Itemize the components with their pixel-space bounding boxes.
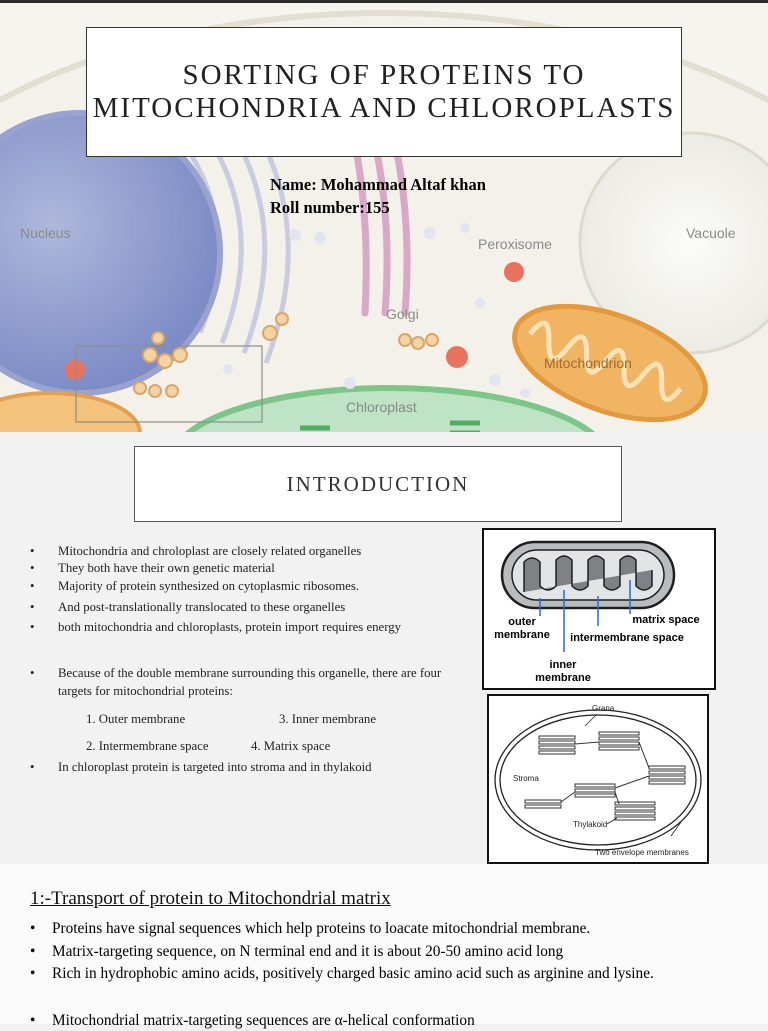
target-2: 2. Intermembrane space — [86, 739, 209, 753]
student-name: Name: Mohammad Altaf khan — [270, 175, 486, 194]
matrix-bullet: • Matrix-targeting sequence, on N terminal end and it is about 20-50 amino acid long — [30, 943, 564, 960]
inner-membrane-label: inner membrane — [535, 659, 591, 684]
matrix-bullet: • Rich in hydrophobic amino acids, positively charged basic amino acid such as arginine and lysine. — [30, 965, 654, 982]
intro-bullet: • They both have their own genetic material — [30, 561, 275, 575]
matrix-bullet: • Proteins have signal sequences which help proteins to loacate mitochondrial membrane. — [30, 920, 591, 937]
author-info — [270, 173, 486, 219]
slide-title: SORTING OF PROTEINS TO MITOCHONDRIA AND CHLOROPLASTS — [92, 59, 676, 124]
matrix-bullet: • Mitochondrial matrix-targeting sequences are α-helical conformation — [30, 1012, 475, 1029]
stroma-label: Stroma — [513, 774, 539, 783]
vacuole-label: Vacuole — [686, 225, 736, 241]
chloroplast-diagram — [487, 694, 709, 864]
target-1: 1. Outer membrane — [86, 712, 186, 726]
outer-membrane-label: outer membrane — [494, 616, 550, 641]
golgi-label: Golgi — [386, 306, 419, 322]
matrix-space-label: matrix space — [632, 614, 700, 626]
peroxisome-label: Peroxisome — [478, 236, 552, 252]
intro-bullet: • Because of the double membrane surrounding this organelle, there are four targets for mitochondrial proteins: — [30, 666, 442, 698]
target-3: 3. Inner membrane — [279, 712, 377, 726]
grana-label: Grana — [592, 704, 615, 713]
introduction-slide — [0, 432, 768, 864]
chloroplast-label: Chloroplast — [346, 399, 417, 415]
mitochondrion-label: Mitochondrion — [544, 355, 632, 371]
intro-bullet: • both mitochondria and chloroplasts, protein import requires energy — [30, 620, 402, 634]
nucleus-label: Nucleus — [20, 225, 71, 241]
intro-bullet: • Majority of protein synthesized on cytoplasmic ribosomes. — [30, 579, 360, 593]
intermembrane-space-label: intermembrane space — [570, 632, 684, 644]
roll-number: Roll number:155 — [270, 198, 390, 217]
envelope-label: Two envelope membranes — [595, 848, 689, 857]
title-slide — [0, 0, 768, 432]
title-box — [86, 27, 682, 157]
section-heading: 1:-Transport of protein to Mitochondrial matrix — [30, 888, 391, 909]
thylakoid-label: Thylakoid — [573, 820, 608, 829]
intro-bullet: • And post-translationally translocated to these organelles — [30, 600, 346, 614]
introduction-heading: INTRODUCTION — [286, 471, 470, 496]
intro-bullet: • Mitochondria and chroloplast are closely related organelles — [30, 544, 362, 558]
introduction-heading-box — [134, 446, 622, 522]
target-4: 4. Matrix space — [251, 739, 331, 753]
mitochondrion-diagram — [482, 528, 716, 690]
intro-bullet: • In chloroplast protein is targeted into stroma and in thylakoid — [30, 760, 372, 774]
mitochondrial-matrix-slide — [0, 864, 768, 1029]
